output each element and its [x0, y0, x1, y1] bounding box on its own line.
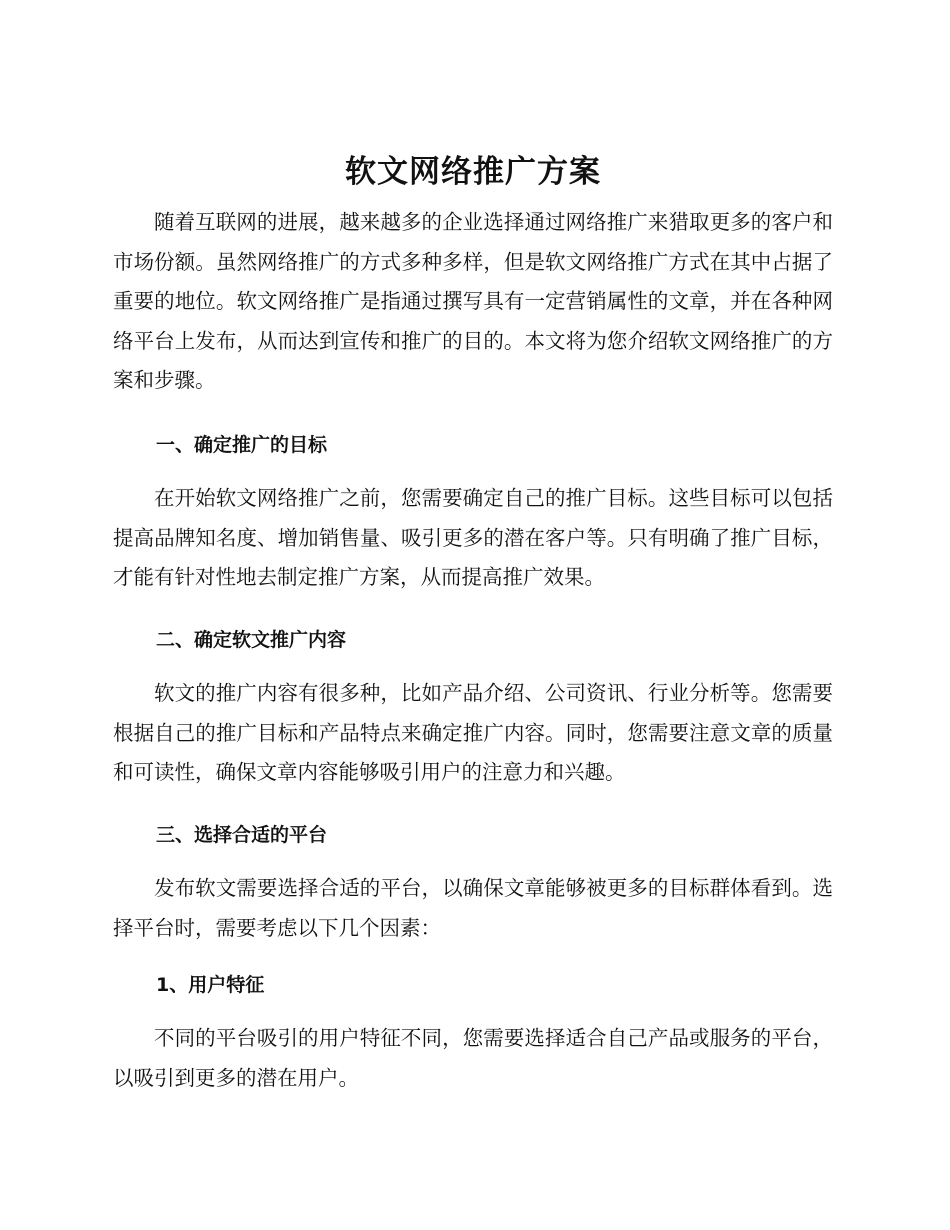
section-heading-platform: 三、选择合适的平台: [156, 824, 328, 846]
subsection-heading-user-traits: 1、用户特征: [156, 974, 265, 996]
intro-paragraph: 随着互联网的进展，越来越多的企业选择通过网络推广来猎取更多的客户和市场份额。虽然网络推广的方式多种多样，但是软文网络推广方式在其中占据了重要的地位。软文网络推广是指通过撰写具有一定营销属性的文章，并在各种网络平台上发布，从而达到宣传和推广的目的。本文将为您介绍软文网络推广的方案和步骤。: [113, 210, 833, 392]
section-heading-goal: 一、确定推广的目标: [156, 434, 328, 456]
document-title: 软文网络推广方案: [345, 154, 601, 190]
subsection-body-user-traits: 不同的平台吸引的用户特征不同，您需要选择适合自己产品或服务的平台，以吸引到更多的潜在用户。: [113, 1026, 833, 1090]
section-body-content: 软文的推广内容有很多种，比如产品介绍、公司资讯、行业分析等。您需要根据自己的推广目标和产品特点来确定推广内容。同时，您需要注意文章的质量和可读性，确保文章内容能够吸引用户的注意力和兴趣。: [113, 681, 833, 784]
section-body-goal: 在开始软文网络推广之前，您需要确定自己的推广目标。这些目标可以包括提高品牌知名度、增加销售量、吸引更多的潜在客户等。只有明确了推广目标，才能有针对性地去制定推广方案，从而提高推广效果。: [113, 486, 833, 589]
section-heading-content: 二、确定软文推广内容: [156, 629, 347, 651]
section-body-platform: 发布软文需要选择合适的平台，以确保文章能够被更多的目标群体看到。选择平台时，需要考虑以下几个因素：: [113, 876, 833, 940]
